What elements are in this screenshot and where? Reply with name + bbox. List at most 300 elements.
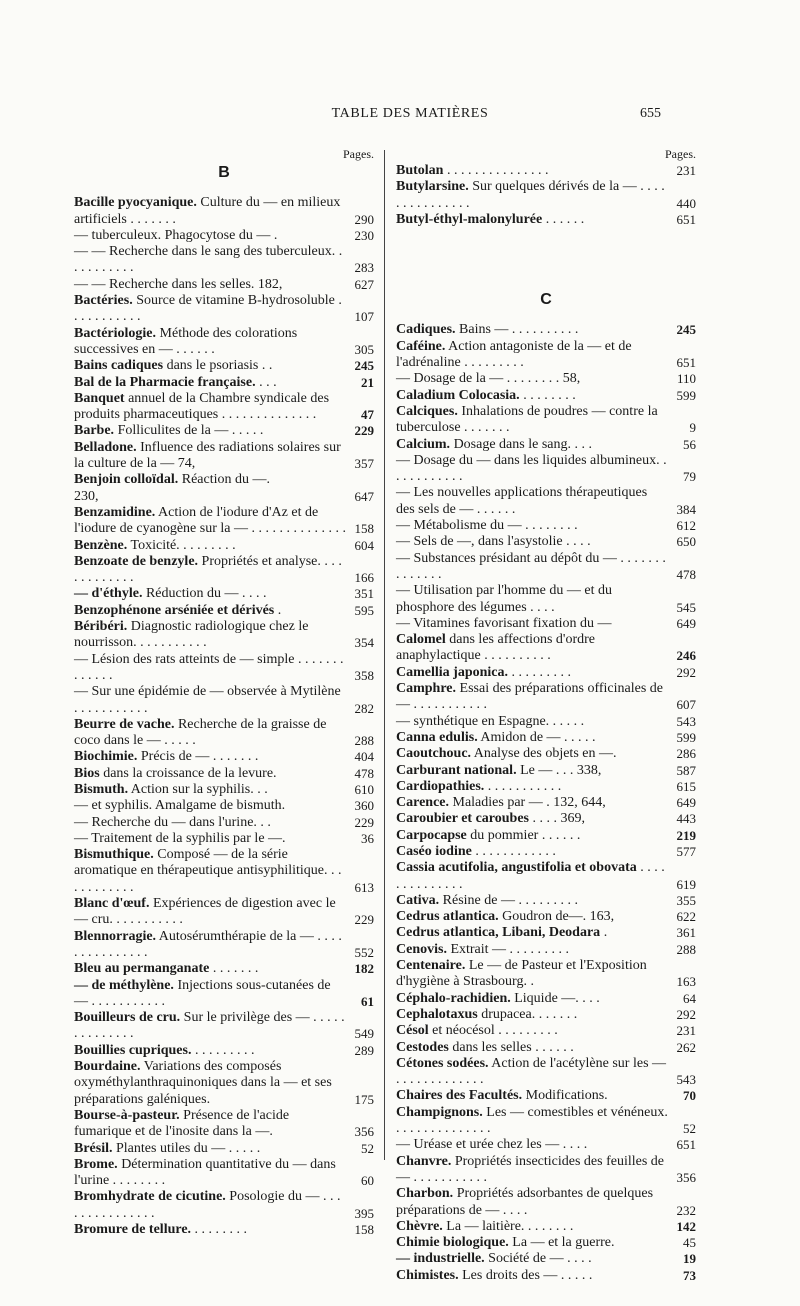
entry-text: . xyxy=(274,602,282,618)
entry-text: Société de — . . . . xyxy=(484,1251,592,1267)
entry-page-number: 599 xyxy=(676,729,696,745)
index-list-left xyxy=(74,195,374,1238)
entry-text: . . . . . . . . . . . . xyxy=(471,843,556,859)
index-entry xyxy=(74,1157,374,1190)
entry-text: . . . . . . . . . . . xyxy=(484,778,562,794)
entry-heading: Bourse-à-pasteur. xyxy=(74,1107,180,1123)
entry-text: Posologie du — . . . . . . . . . . . . . . . xyxy=(74,1189,341,1221)
entry-heading: — d'éthyle. xyxy=(74,586,143,602)
entry-page-number: 351 xyxy=(354,586,374,602)
entry-page-number: 622 xyxy=(676,909,696,925)
left-column xyxy=(74,146,374,1238)
entry-heading: Céphalo-rachidien. xyxy=(396,990,511,1006)
index-entry xyxy=(396,844,696,860)
entry-page-number: 56 xyxy=(683,436,696,452)
entry-text: Propriétés adsorbantes de quelques préparations de — . . . . xyxy=(396,1186,654,1218)
index-entry xyxy=(74,603,374,619)
entry-text: Folliculites de la — . . . . . xyxy=(114,423,264,439)
entry-page-number: 613 xyxy=(354,879,374,895)
entry-heading: Caféine. xyxy=(396,338,446,354)
entry-page-number: 21 xyxy=(361,374,374,390)
index-entry xyxy=(74,423,374,439)
entry-text: Le — . . . 338, xyxy=(516,762,602,778)
entry-text: — Recherche du — dans l'urine. . . xyxy=(74,814,271,830)
index-entry xyxy=(396,551,696,584)
index-entry xyxy=(396,322,696,338)
entry-heading: Cativa. xyxy=(396,892,440,908)
entry-text: Maladies par — . 132, 644, xyxy=(449,795,606,811)
index-entry xyxy=(396,958,696,991)
entry-page-number: 595 xyxy=(354,602,374,618)
entry-page-number: 9 xyxy=(689,420,696,436)
entry-page-number: 619 xyxy=(676,876,696,892)
entry-text: — synthétique en Espagne. . . . . . xyxy=(396,713,585,729)
entry-page-number: 543 xyxy=(676,1072,696,1088)
entry-text: Essai des préparations officinales de — . . . . . . . . . . . xyxy=(396,681,663,713)
entry-text: — Les nouvelles applications thérapeutiques des sels de — . . . . . . xyxy=(396,485,648,517)
index-entry xyxy=(396,179,696,212)
index-entry xyxy=(396,1007,696,1023)
index-entry xyxy=(396,1251,696,1267)
entry-text: . . . . . . . . . . . . . . . xyxy=(443,163,549,178)
index-entry xyxy=(74,766,374,782)
index-entry xyxy=(74,782,374,798)
entry-page-number: 107 xyxy=(354,309,374,325)
entry-heading: Champignons. xyxy=(396,1104,483,1120)
entry-text: — Vitamines favorisant fixation du — xyxy=(396,615,612,631)
index-entry xyxy=(396,925,696,941)
column-divider xyxy=(384,150,385,1160)
entry-text: du pommier . . . . . . xyxy=(466,827,581,843)
entry-text: Toxicité. . . . . . . . . xyxy=(127,537,236,553)
entry-heading: Belladone. xyxy=(74,439,137,455)
index-entry xyxy=(396,485,696,518)
entry-page-number: 52 xyxy=(361,1140,374,1156)
index-entry xyxy=(74,375,374,391)
entry-page-number: 288 xyxy=(354,733,374,749)
entry-heading: Bios xyxy=(74,765,100,781)
entry-page-number: 651 xyxy=(676,1137,696,1153)
index-entry xyxy=(396,991,696,1007)
entry-heading: Chanvre. xyxy=(396,1153,452,1169)
pages-label: Pages. xyxy=(665,147,696,161)
entry-page-number: 19 xyxy=(683,1251,696,1267)
entry-text: — Sur une épidémie de — observée à Mytilène . . . . . . . . . . . xyxy=(74,684,341,716)
entry-page-number: 549 xyxy=(354,1026,374,1042)
entry-page-number: 45 xyxy=(683,1235,696,1251)
index-entry xyxy=(396,1268,696,1284)
entry-text: — Lésion des rats atteints de — simple . . . . . . . . . . . . . xyxy=(74,651,344,683)
entry-page-number: 615 xyxy=(676,778,696,794)
entry-text: Modifications. xyxy=(522,1088,608,1104)
entry-heading: Cedrus atlantica, Libani, Deodara xyxy=(396,925,601,941)
entry-text: Diagnostic radiologique chez le nourrisson. . . . . . . . . . . xyxy=(74,619,309,651)
index-entry xyxy=(396,339,696,372)
entry-text: — tuberculeux. Phagocytose du — . xyxy=(74,227,278,243)
entry-page-number: 543 xyxy=(676,713,696,729)
index-entry xyxy=(396,1137,696,1153)
entry-page-number: 36 xyxy=(361,830,374,846)
entry-heading: Carence. xyxy=(396,795,449,811)
entry-heading: Centenaire. xyxy=(396,958,466,974)
index-list-b-continued xyxy=(396,163,696,228)
entry-text: Propriétés insecticides des feuilles de — . . . . . . . . . . . xyxy=(396,1153,665,1185)
entry-page-number: 357 xyxy=(354,456,374,472)
entry-page-number: 175 xyxy=(354,1091,374,1107)
index-entry xyxy=(74,1222,374,1238)
entry-page-number: 612 xyxy=(676,518,696,534)
entry-text: Présence de l'acide fumarique et de l'inosite dans la —. xyxy=(74,1107,290,1140)
index-entry xyxy=(396,632,696,665)
entry-text: Injections sous-cutanées de — . . . . . . . . . . . xyxy=(74,977,331,1009)
entry-text: Méthode des colorations successives en — . . . . . . xyxy=(74,325,298,357)
index-entry xyxy=(74,619,374,652)
entry-text: Détermination quantitative du — dans l'urine . . . . . . . . xyxy=(74,1156,336,1189)
index-entry xyxy=(396,518,696,534)
entry-page-number: 384 xyxy=(676,501,696,517)
entry-page-number: 286 xyxy=(676,746,696,762)
index-entry xyxy=(396,1105,696,1138)
entry-heading: Butolan xyxy=(396,163,444,178)
index-entry xyxy=(396,388,696,404)
entry-text: Culture du — en milieux artificiels . . . . . . . xyxy=(74,195,341,227)
entry-text: Recherche de la graisse de coco dans le — . . . . . xyxy=(74,716,327,749)
pages-label: Pages. xyxy=(343,147,374,161)
entry-page-number: 552 xyxy=(354,944,374,960)
entry-page-number: 166 xyxy=(354,570,374,586)
entry-text: Autosérumthérapie de la — . . . . . . . . . . . . . . . xyxy=(74,928,342,960)
entry-page-number: 47 xyxy=(361,407,374,423)
index-entry xyxy=(74,1010,374,1043)
entry-page-number: 246 xyxy=(676,648,696,664)
entry-page-number: 245 xyxy=(354,358,374,374)
index-entry xyxy=(74,1059,374,1108)
entry-text: La — laitière. . . . . . . . xyxy=(442,1218,574,1234)
entry-heading: Caroubier et caroubes xyxy=(396,811,529,827)
entry-page-number: 283 xyxy=(354,260,374,276)
entry-heading: — de méthylène. xyxy=(74,977,174,993)
entry-page-number: 577 xyxy=(676,843,696,859)
index-entry xyxy=(396,714,696,730)
entry-text: Action sur la syphilis. . . xyxy=(128,781,268,797)
entry-page-number: 60 xyxy=(361,1173,374,1189)
index-entry xyxy=(396,616,696,632)
index-entry xyxy=(74,896,374,929)
entry-page-number: 231 xyxy=(676,1023,696,1039)
entry-text: 230, xyxy=(74,488,99,504)
entry-page-number: 229 xyxy=(354,423,374,439)
entry-page-number: 64 xyxy=(683,990,696,1006)
entry-page-number: 647 xyxy=(354,488,374,504)
index-entry xyxy=(74,847,374,896)
entry-page-number: 52 xyxy=(683,1121,696,1137)
entry-page-number: 545 xyxy=(676,599,696,615)
section-letter-c: C xyxy=(540,291,552,309)
entry-page-number: 232 xyxy=(676,1202,696,1218)
entry-page-number: 292 xyxy=(676,1006,696,1022)
entry-page-number: 110 xyxy=(676,371,696,387)
entry-page-number: 142 xyxy=(676,1218,696,1234)
entry-text: Goudron de—. 163, xyxy=(498,909,615,925)
entry-heading: Cedrus atlantica. xyxy=(396,909,499,925)
entry-text: Les droits des — . . . . . xyxy=(458,1267,593,1283)
entry-page-number: 395 xyxy=(354,1205,374,1221)
entry-text: — Sels de —, dans l'asystolie . . . . xyxy=(396,534,591,550)
index-entry xyxy=(396,779,696,795)
index-entry xyxy=(396,665,696,681)
entry-page-number: 599 xyxy=(676,387,696,403)
entry-page-number: 219 xyxy=(676,827,696,843)
index-entry xyxy=(74,244,374,277)
index-entry xyxy=(396,437,696,453)
entry-heading: Carburant national. xyxy=(396,762,517,778)
entry-heading: Charbon. xyxy=(396,1186,454,1202)
entry-heading: Cephalotaxus xyxy=(396,1006,478,1022)
index-entry xyxy=(74,358,374,374)
entry-text: Action antagoniste de la — et de l'adrénaline . . . . . . . . . xyxy=(396,338,632,371)
entry-heading: Camphre. xyxy=(396,681,457,697)
entry-heading: Banquet xyxy=(74,390,125,406)
entry-heading: Caladium Colocasia. xyxy=(396,387,520,403)
entry-heading: Barbe. xyxy=(74,423,115,439)
index-entry xyxy=(74,277,374,293)
entry-page-number: 651 xyxy=(676,355,696,371)
entry-page-number: 610 xyxy=(354,781,374,797)
index-entry xyxy=(74,326,374,359)
entry-page-number: 158 xyxy=(354,521,374,537)
entry-text: . . . . 369, xyxy=(529,811,585,827)
entry-page-number: 587 xyxy=(676,762,696,778)
entry-heading: Camellia japonica. xyxy=(396,664,508,680)
entry-heading: Bromure de tellure. xyxy=(74,1222,192,1237)
spacer xyxy=(396,228,696,290)
index-entry xyxy=(396,828,696,844)
index-entry xyxy=(74,489,374,505)
entry-text: Les — comestibles et vénéneux. . . . . . . . . . . . . . . xyxy=(396,1104,668,1137)
index-entry xyxy=(396,404,696,437)
entry-page-number: 73 xyxy=(683,1267,696,1283)
index-entry xyxy=(396,212,696,228)
entry-text: et néocésol . . . . . . . . . xyxy=(428,1023,558,1039)
index-entry xyxy=(396,909,696,925)
entry-heading: Butylarsine. xyxy=(396,179,469,195)
index-entry xyxy=(396,1040,696,1056)
entry-text: — et syphilis. Amalgame de bismuth. xyxy=(74,798,286,814)
entry-heading: Bouilleurs de cru. xyxy=(74,1010,181,1026)
index-entry xyxy=(74,1141,374,1157)
index-entry xyxy=(396,1056,696,1089)
entry-heading: Benzène. xyxy=(74,537,128,553)
entry-heading: Brésil. xyxy=(74,1140,113,1156)
entry-heading: Bismuthique. xyxy=(74,847,154,863)
index-entry xyxy=(396,583,696,616)
index-entry xyxy=(396,534,696,550)
index-entry xyxy=(396,730,696,746)
entry-text: — Dosage de la — . . . . . . . . 58, xyxy=(396,371,581,387)
index-entry xyxy=(396,1154,696,1187)
entry-page-number: 627 xyxy=(354,276,374,292)
entry-text: . . . . . . . . . xyxy=(508,664,571,680)
index-entry xyxy=(396,1088,696,1104)
entry-heading: Cétones sodées. xyxy=(396,1055,489,1071)
entry-text: Plantes utiles du — . . . . . xyxy=(112,1140,261,1156)
entry-heading: Brome. xyxy=(74,1156,118,1172)
entry-page-number: 355 xyxy=(676,892,696,908)
index-entry xyxy=(396,1186,696,1219)
entry-heading: Cardiopathies. xyxy=(396,778,485,794)
entry-page-number: 163 xyxy=(676,974,696,990)
index-entry xyxy=(396,795,696,811)
entry-page-number: 70 xyxy=(683,1088,696,1104)
entry-page-number: 604 xyxy=(354,537,374,553)
index-entry xyxy=(74,293,374,326)
entry-text: Réaction du —. xyxy=(178,472,270,488)
index-entry xyxy=(396,860,696,893)
entry-heading: Chèvre. xyxy=(396,1218,443,1234)
entry-text: La — et la guerre. xyxy=(508,1235,615,1251)
entry-page-number: 443 xyxy=(676,811,696,827)
right-column xyxy=(396,146,696,1284)
entry-heading: Bromhydrate de cicutine. xyxy=(74,1189,226,1205)
entry-page-number: 354 xyxy=(354,635,374,651)
index-entry xyxy=(74,586,374,602)
entry-text: dans les selles . . . . . . xyxy=(448,1039,574,1055)
entry-text: Analyse des objets en —. xyxy=(471,746,617,762)
entry-text: Liquide —. . . . xyxy=(510,990,600,1006)
page-number: 655 xyxy=(640,106,661,121)
entry-heading: Bactéries. xyxy=(74,293,133,309)
entry-page-number: 650 xyxy=(676,534,696,550)
entry-heading: Benzamidine. xyxy=(74,504,156,520)
entry-heading: Carpocapse xyxy=(396,827,467,843)
entry-page-number: 356 xyxy=(354,1124,374,1140)
entry-page-number: 229 xyxy=(354,814,374,830)
entry-heading: Benjoin colloïdal. xyxy=(74,472,179,488)
entry-heading: Butyl-éthyl-malonylurée xyxy=(396,211,543,227)
running-header-title: TABLE DES MATIÈRES xyxy=(331,106,489,121)
entry-page-number: 182 xyxy=(354,961,374,977)
entry-text: dans la croissance de la levure. xyxy=(99,765,277,781)
index-entry xyxy=(74,472,374,488)
entry-page-number: 649 xyxy=(676,795,696,811)
entry-text: Action de l'iodure d'Az et de l'iodure de cyanogène sur la — . . . . . . . . . . . . . . xyxy=(74,504,346,537)
entry-text: Résine de — . . . . . . . . . xyxy=(439,892,578,908)
entry-heading: Bleu au permanganate xyxy=(74,961,210,977)
entry-text: Composé — de la série aromatique en thérapeutique antisyphilitique. . . . . . . . . . . . xyxy=(74,847,342,895)
entry-heading: Bismuth. xyxy=(74,781,129,797)
entry-text: Extrait — . . . . . . . . . xyxy=(446,941,570,957)
entry-text: Réduction du — . . . . xyxy=(142,586,267,602)
entry-text: Variations des composés oxyméthylanthraquinoniques dans la — et ses préparations galéniques. xyxy=(74,1059,332,1107)
entry-text: — — Recherche dans les selles. 182, xyxy=(74,276,283,292)
entry-heading: Chaires des Facultés. xyxy=(396,1088,523,1104)
entry-page-number: 292 xyxy=(676,664,696,680)
index-entry xyxy=(396,163,696,179)
entry-page-number: 478 xyxy=(354,765,374,781)
entry-text: dans le psoriasis . . xyxy=(163,358,273,374)
entry-text: Sur quelques dérivés de la — . . . . . . . . . . . . . . . xyxy=(396,179,665,211)
index-entry xyxy=(396,371,696,387)
entry-text: Le — de Pasteur et l'Exposition d'hygiène à Strasbourg. . xyxy=(396,958,647,990)
index-entry xyxy=(74,554,374,587)
entry-text: . . . xyxy=(255,374,277,390)
index-entry xyxy=(74,440,374,473)
entry-page-number: 290 xyxy=(354,211,374,227)
index-entry xyxy=(396,811,696,827)
index-entry xyxy=(74,978,374,1011)
entry-heading: Benzophénone arséniée et dérivés xyxy=(74,602,275,618)
entry-heading: Calomel xyxy=(396,632,446,648)
entry-page-number: 360 xyxy=(354,798,374,814)
entry-heading: Caoutchouc. xyxy=(396,746,472,762)
index-entry xyxy=(396,763,696,779)
entry-heading: Blennorragie. xyxy=(74,928,157,944)
index-entry xyxy=(74,652,374,685)
index-entry xyxy=(74,1189,374,1222)
entry-page-number: 158 xyxy=(354,1222,374,1237)
entry-text: . . . . . . . . . xyxy=(191,1042,255,1058)
entry-heading: Chimie biologique. xyxy=(396,1235,509,1251)
entry-heading: Bains cadiques xyxy=(74,358,164,374)
entry-heading: Biochimie. xyxy=(74,749,138,765)
index-entry xyxy=(74,961,374,977)
index-entry xyxy=(396,453,696,486)
index-entry xyxy=(74,1108,374,1141)
entry-text: Dosage dans le sang. . . . xyxy=(450,436,592,452)
index-entry xyxy=(74,929,374,962)
entry-text: — Substances présidant au dépôt du — . . . . . . . . . . . . . . xyxy=(396,550,666,582)
entry-text: Action de l'acétylène sur les — . . . . . . . . . . . . . xyxy=(396,1055,667,1088)
entry-text: — Dosage du — dans les liquides albumineux. . . . . . . . . . . . xyxy=(396,452,667,485)
entry-text: . . . . . . . . . . . . . . xyxy=(396,860,665,892)
index-entry xyxy=(396,1023,696,1039)
index-entry xyxy=(74,749,374,765)
entry-heading: Bourdaine. xyxy=(74,1059,141,1075)
section-letter-b: B xyxy=(218,164,230,181)
entry-heading: — industrielle. xyxy=(396,1251,485,1267)
entry-text: . . . . . . . . xyxy=(519,387,576,403)
index-entry xyxy=(74,815,374,831)
entry-page-number: 356 xyxy=(676,1169,696,1185)
entry-page-number: 230 xyxy=(354,227,374,243)
entry-text: drupacea. . . . . . . xyxy=(477,1006,578,1022)
entry-heading: Calcium. xyxy=(396,436,451,452)
entry-heading: Bouillies cupriques. xyxy=(74,1042,192,1058)
entry-text: dans les affections d'ordre anaphylactique . . . . . . . . . . xyxy=(396,632,595,664)
entry-heading: Caséo iodine xyxy=(396,843,472,859)
index-entry xyxy=(74,391,374,424)
entry-page-number: 358 xyxy=(354,667,374,683)
entry-text: Propriétés et analyse. . . . . . . . . . . . . xyxy=(74,553,342,586)
entry-text: . . . . . . . xyxy=(209,961,259,977)
index-entry xyxy=(74,717,374,750)
entry-text: annuel de la Chambre syndicale des produits pharmaceutiques . . . . . . . . . . . . . . xyxy=(74,390,330,423)
index-entry xyxy=(396,746,696,762)
entry-page-number: 478 xyxy=(676,566,696,582)
entry-page-number: 607 xyxy=(676,697,696,713)
entry-text: Bains — . . . . . . . . . . xyxy=(455,322,579,338)
entry-text: — Utilisation par l'homme du — et du phosphore des légumes . . . . xyxy=(396,583,612,615)
entry-page-number: 440 xyxy=(676,195,696,211)
entry-heading: Calciques. xyxy=(396,403,458,419)
entry-text: Inhalations de poudres — contre la tuberculose . . . . . . . xyxy=(396,403,658,436)
entry-page-number: 282 xyxy=(354,700,374,716)
entry-text: — — Recherche dans le sang des tuberculeux. . . . . . . . . . . xyxy=(74,244,343,276)
index-entry xyxy=(74,684,374,717)
index-entry xyxy=(74,228,374,244)
entry-text: — Uréase et urée chez les — . . . . xyxy=(396,1137,588,1153)
index-entry xyxy=(396,681,696,714)
